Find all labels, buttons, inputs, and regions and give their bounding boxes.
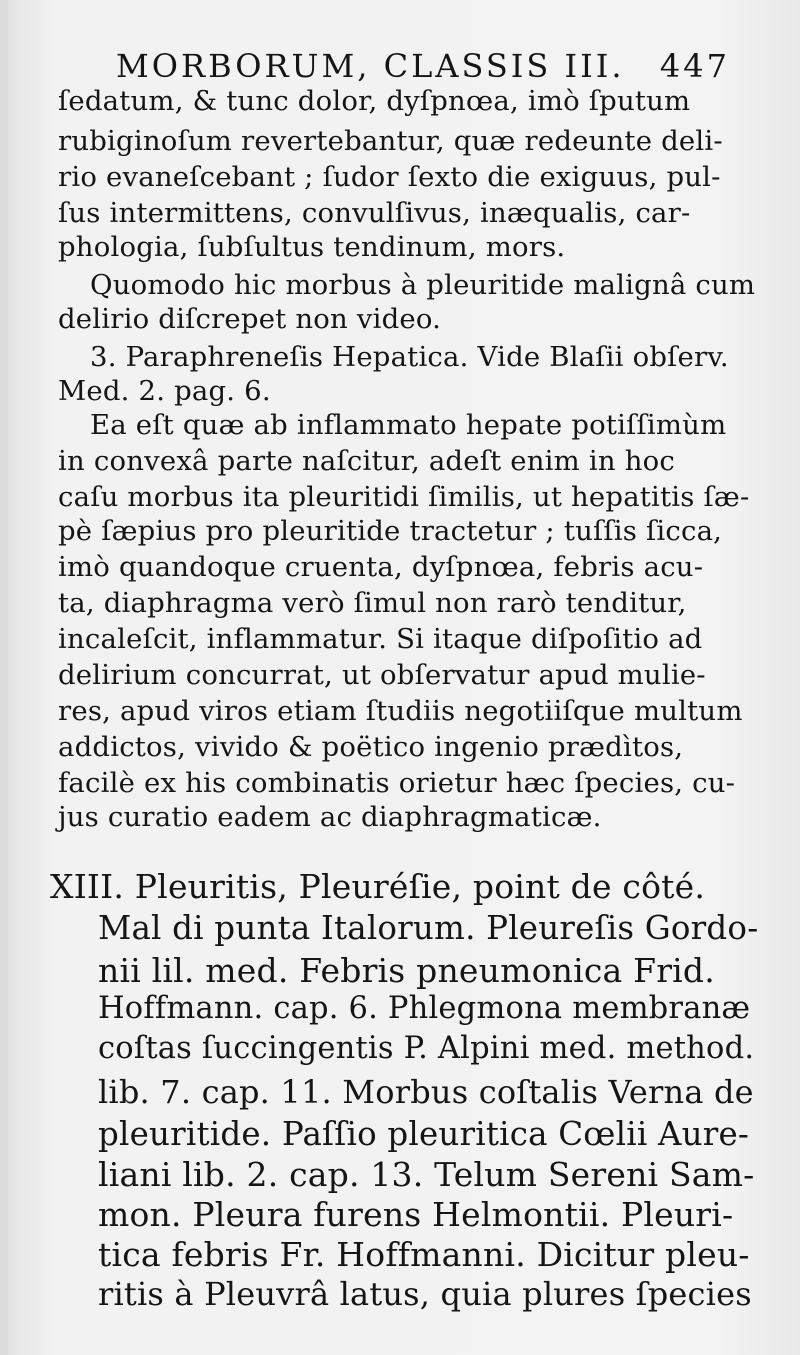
book-page <box>8 0 800 1355</box>
text-line: res, apud viros etiam ſtudiis negotiiſque multum <box>58 695 743 727</box>
text-line: jus curatio eadem ac diaphragmaticæ. <box>58 801 602 833</box>
page-number: 447 <box>659 47 730 85</box>
text-line: imò quandoque cruenta, dyſpnœa, febris acu- <box>58 551 704 583</box>
text-line: incaleſcit, inflammatur. Si itaque diſpoſitio ad <box>58 623 703 655</box>
text-line: pè ſæpius pro pleuritide tractetur ; tuſſis ſicca, <box>58 515 723 547</box>
text-line: caſu morbus ita pleuritidi ſimilis, ut hepatitis ſæ- <box>58 481 750 513</box>
text-line: coſtas ſuccingentis P. Alpini med. method. <box>98 1031 755 1066</box>
text-line: rio evaneſcebant ; ſudor ſexto die exiguus, pul- <box>58 161 721 193</box>
text-line: delirium concurrat, ut obſervatur apud mulie- <box>58 659 706 691</box>
text-line: liani lib. 2. cap. 13. Telum Sereni Sam- <box>98 1155 755 1194</box>
running-title: MORBORUM, CLASSIS III. <box>116 47 625 85</box>
text-line: phologia, ſubſultus tendinum, mors. <box>58 231 566 263</box>
text-line: Hoffmann. cap. 6. Phlegmona membranæ <box>98 991 751 1026</box>
text-line: delirio diſcrepet non video. <box>58 303 442 335</box>
text-line: addictos, vivido & poëtico ingenio prædìtos, <box>58 731 684 763</box>
text-line: mon. Pleura furens Helmontii. Pleuri- <box>98 1195 734 1234</box>
text-line: in convexâ parte naſcitur, adeſt enim in hoc <box>58 445 675 477</box>
text-line: Med. 2. pag. 6. <box>58 375 271 407</box>
text-line: nii lil. med. Febris pneumonica Frid. <box>98 951 715 990</box>
text-line: Mal di punta Italorum. Pleureſis Gordo- <box>98 909 759 947</box>
text-line: pleuritide. Paſſio pleuritica Cœlii Aure- <box>98 1115 750 1153</box>
text-line: Ea eſt quæ ab inflammato hepate potiſſimùm <box>90 409 727 441</box>
section-heading: XIII. Pleuritis, Pleuréſie, point de côté. <box>50 867 706 906</box>
text-line: ritis à Pleuvrâ latus, quia plures ſpecies <box>98 1275 752 1313</box>
text-line: 3. Paraphreneſis Hepatica. Vide Blaſii obſerv. <box>90 341 729 373</box>
running-header <box>116 47 736 85</box>
text-line: ta, diaphragma verò ſimul non rarò tenditur, <box>58 587 687 619</box>
text-line: facilè ex his combinatis orietur hæc ſpecies, cu- <box>58 767 736 799</box>
text-line: tica febris Fr. Hoffmanni. Dicitur pleu- <box>98 1235 750 1274</box>
text-line: Quomodo hic morbus à pleuritide malignâ cum <box>90 269 756 301</box>
text-line: rubiginoſum revertebantur, quæ redeunte deli- <box>58 125 723 157</box>
text-line: ſedatum, & tunc dolor, dyſpnœa, imò ſputum <box>58 85 691 117</box>
text-line: ſus intermittens, convulſivus, inæqualis, car- <box>58 197 691 229</box>
text-line: lib. 7. cap. 11. Morbus coſtalis Verna de <box>98 1073 754 1111</box>
